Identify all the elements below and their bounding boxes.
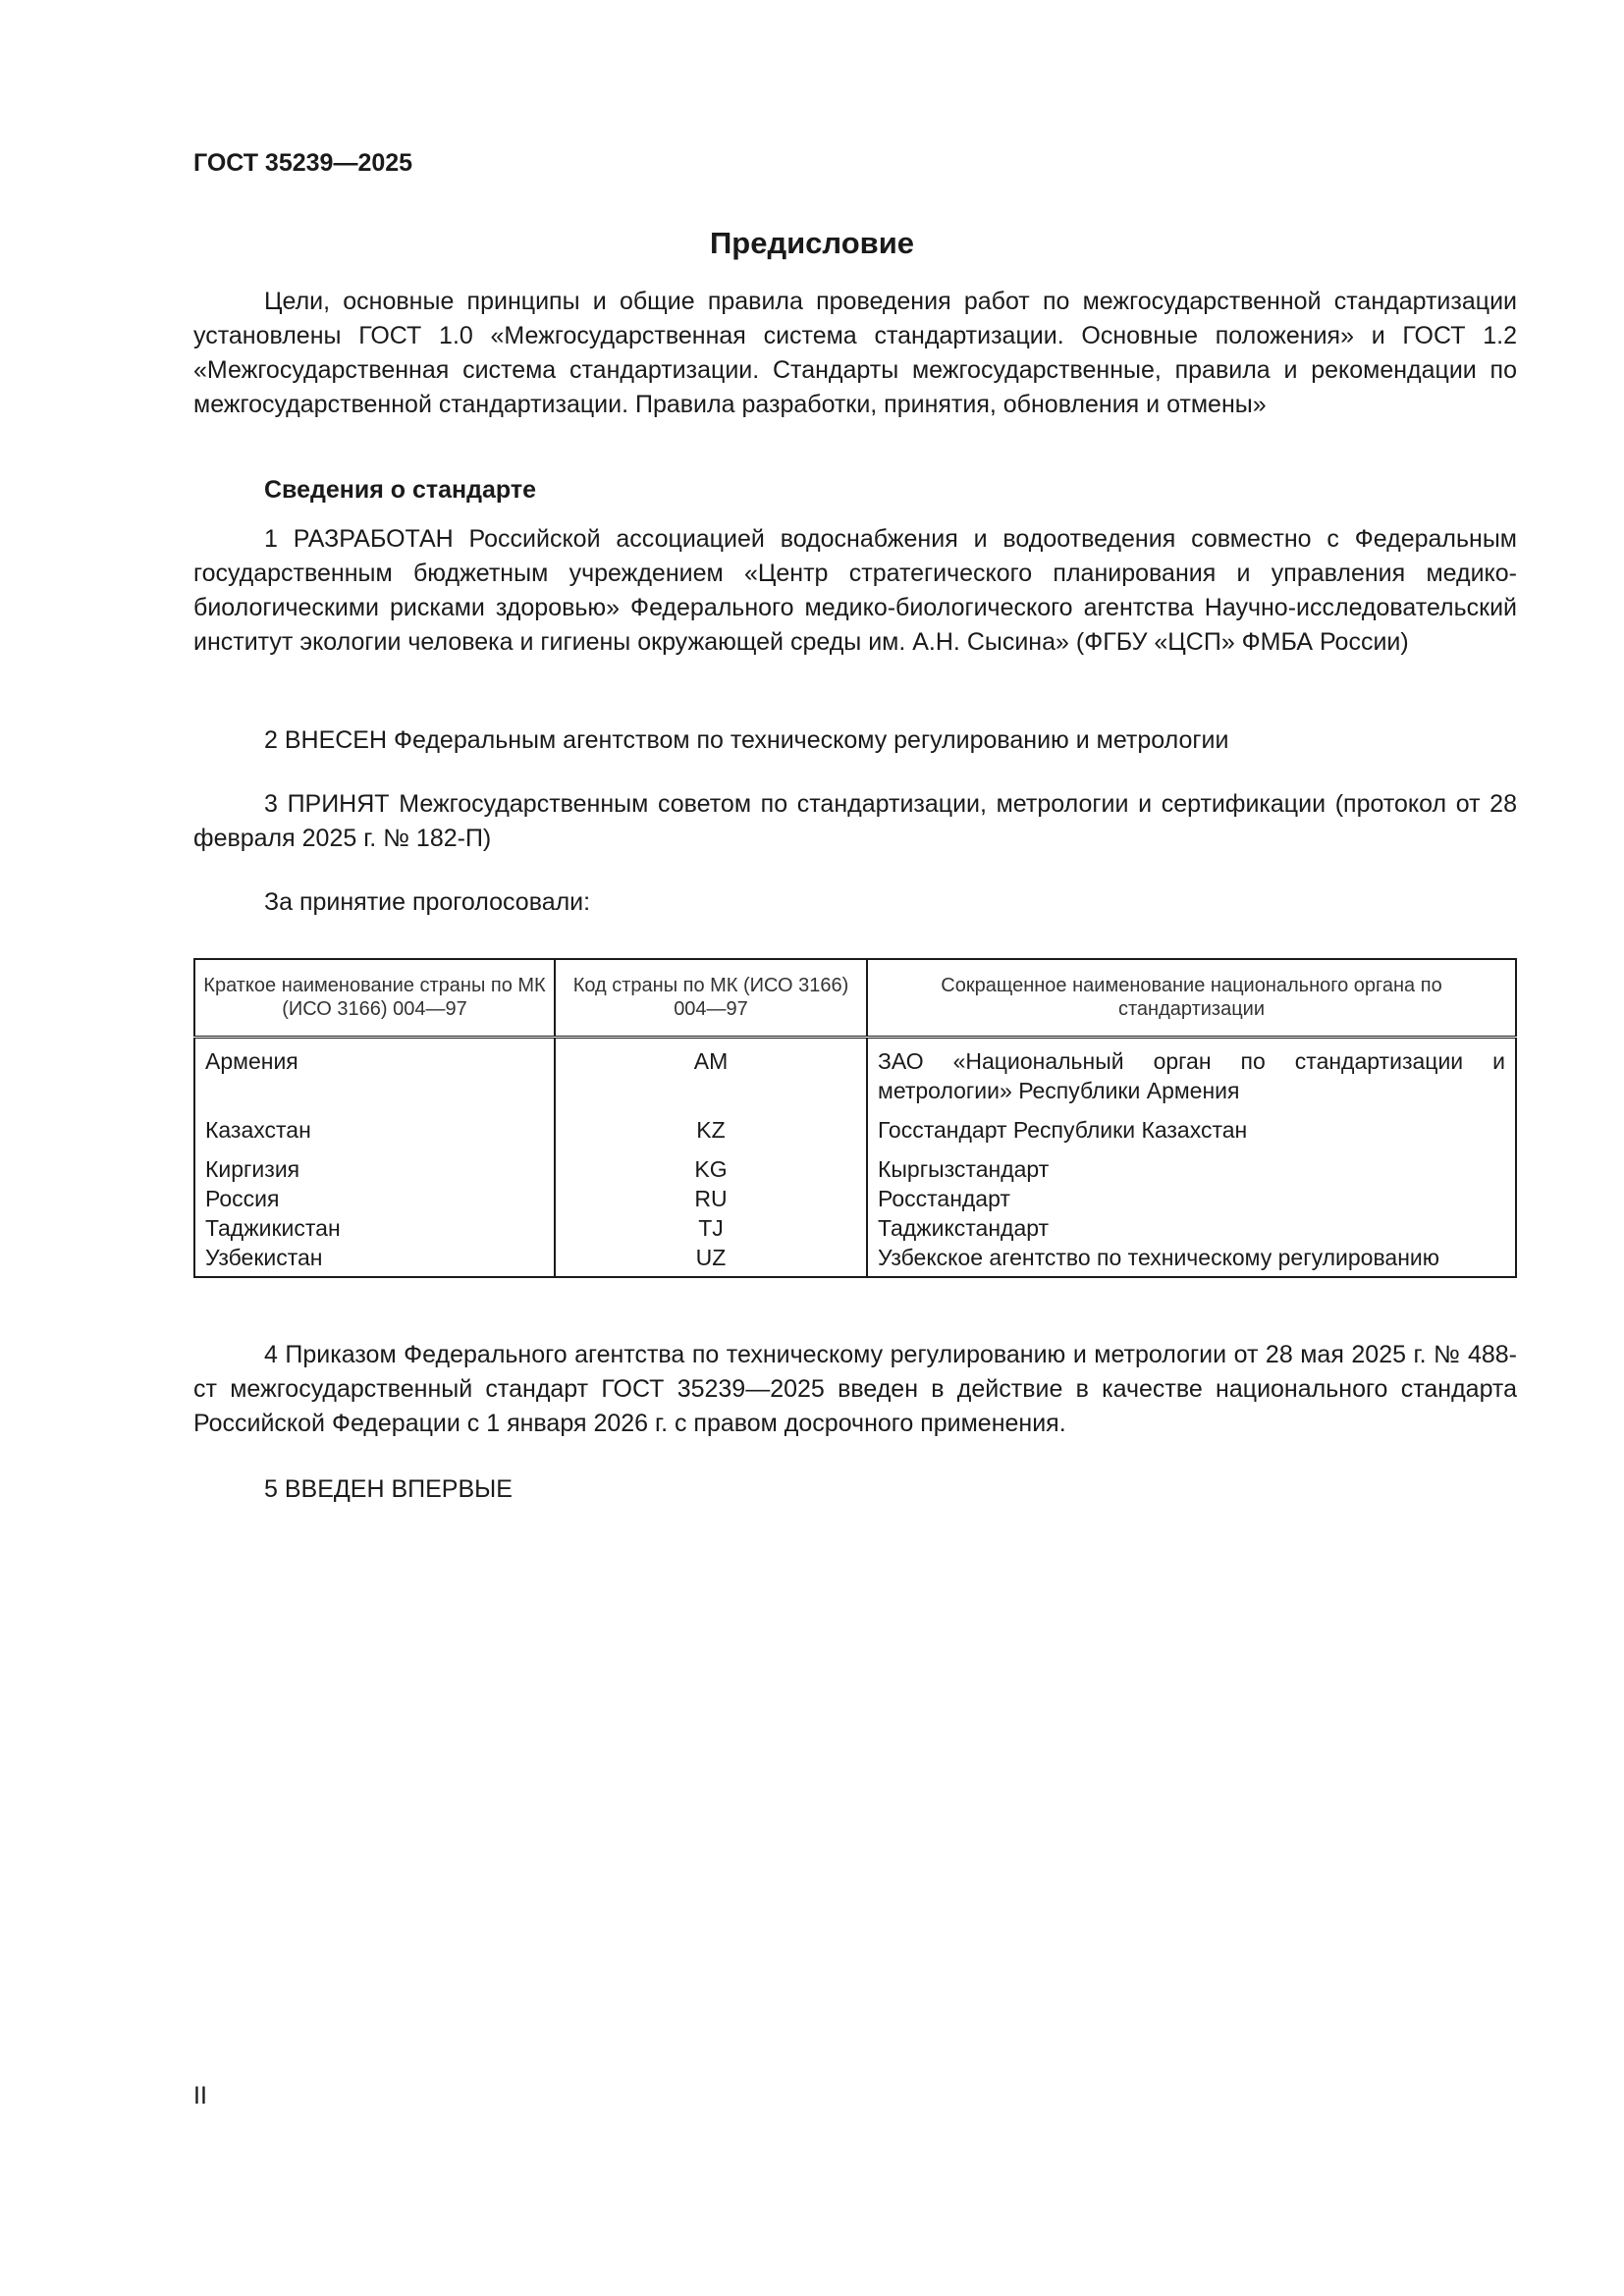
country-name: Киргизия (194, 1145, 555, 1184)
item-3-adopted-by: 3 ПРИНЯТ Межгосударственным советом по стандартизации, метрологии и сертификации (протокол от 28 февраля 2025 г. № 182-П) (193, 790, 1517, 852)
header-country-name: Краткое наименование страны по МК (ИСО 3166) 004—97 (194, 959, 555, 1038)
country-name: Армения (194, 1038, 555, 1106)
table-header-row (194, 959, 1516, 1038)
national-body: Госстандарт Республики Казахстан (878, 1117, 1248, 1143)
country-code: AM (555, 1038, 867, 1106)
page-title: Предисловие (709, 226, 914, 260)
country-name: Узбекистан (194, 1243, 555, 1277)
item-2-submitted-by: 2 ВНЕСЕН Федеральным агентством по техническому регулированию и метрологии (264, 726, 1229, 754)
standard-info-heading: Сведения о стандарте (264, 476, 537, 504)
national-body: Росстандарт (878, 1186, 1010, 1211)
table-row (194, 1243, 1516, 1277)
page-number: II (193, 2082, 207, 2109)
intro-paragraph: Цели, основные принципы и общие правила проведения работ по межгосударственной стандартизации установлены ГОСТ 1.0 «Межгосударственная система стандартизации. Основные положения» и ГОСТ 1.2 «Межгосударственная система стандартизации. Стандарты межгосударственные, правила и рекомендации по межгосударственной стандартизации. Правила разработки, принятия, обновления и отмены» (193, 288, 1517, 418)
country-code: UZ (555, 1243, 867, 1277)
table-row (194, 1145, 1516, 1184)
country-code: KG (555, 1145, 867, 1184)
national-body: Таджикстандарт (878, 1215, 1050, 1241)
table-row (194, 1184, 1516, 1213)
table-row (194, 1105, 1516, 1145)
document-id-header: ГОСТ 35239—2025 (193, 149, 413, 177)
country-name: Казахстан (194, 1105, 555, 1145)
country-code: RU (555, 1184, 867, 1213)
item-5-introduced-first: 5 ВВЕДЕН ВПЕРВЫЕ (264, 1475, 513, 1503)
country-name: Россия (194, 1184, 555, 1213)
item-4-enactment-order: 4 Приказом Федерального агентства по техническому регулированию и метрологии от 28 мая 2025 г. № 488-ст межгосударственный стандарт ГОСТ 35239—2025 введен в действие в качестве национального стандарта Российской Федерации с 1 января 2026 г. с правом досрочного применения. (193, 1341, 1517, 1437)
table-row (194, 1213, 1516, 1243)
item-1-developed-by: 1 РАЗРАБОТАН Российской ассоциацией водоснабжения и водоотведения совместно с Федеральным государственным бюджетным учреждением «Центр стратегического планирования и управления медико-биологическими рисками здоровью» Федерального медико-биологического агентства Научно-исследовательский институт экологии человека и гигиены окружающей среды им. А.Н. Сысина» (ФГБУ «ЦСП» ФМБА России) (193, 525, 1517, 656)
national-body: Кыргызстандарт (878, 1156, 1050, 1182)
voting-countries-table (193, 958, 1517, 1278)
header-country-code: Код страны по МК (ИСО 3166) 004—97 (555, 959, 867, 1038)
national-body: Узбекское агентство по техническому регулированию (878, 1245, 1440, 1270)
table-row (194, 1038, 1516, 1106)
national-body: ЗАО «Национальный орган по стандартизации и метрологии» Республики Армения (878, 1048, 1505, 1103)
country-name: Таджикистан (194, 1213, 555, 1243)
country-code: KZ (555, 1105, 867, 1145)
country-code: TJ (555, 1213, 867, 1243)
vote-intro: За принятие проголосовали: (264, 888, 591, 916)
header-national-body: Сокращенное наименование национального органа по стандартизации (867, 959, 1516, 1038)
